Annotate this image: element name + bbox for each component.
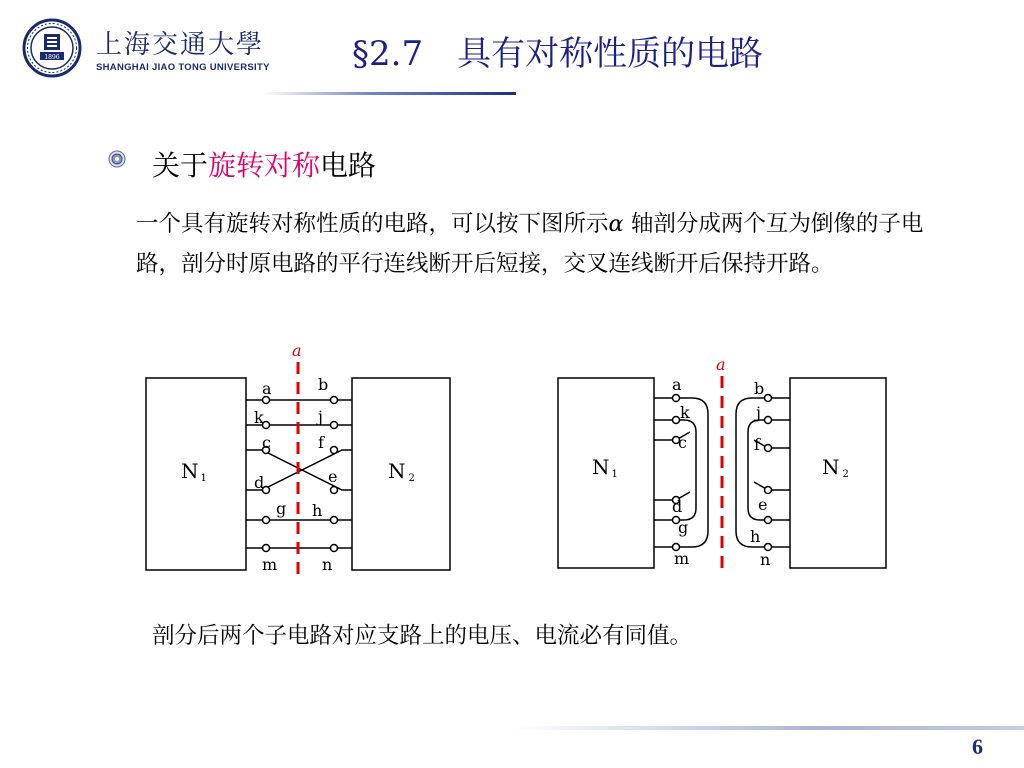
left-n1-label: N 1: [181, 459, 207, 484]
page-number: 6: [972, 734, 983, 759]
right-axis-label: a: [716, 355, 726, 374]
left-terminals: [263, 397, 338, 552]
terminal-label: g: [678, 518, 689, 537]
terminal-label: j: [318, 407, 323, 426]
logo-chinese-name: 上海交通大學: [96, 30, 265, 60]
terminal-label: k: [254, 408, 264, 427]
terminal-label: a: [262, 379, 272, 398]
logo-english-name: SHANGHAI JIAO TONG UNIVERSITY: [96, 62, 270, 73]
terminal-label: c: [678, 433, 687, 452]
terminal-label: e: [758, 495, 768, 514]
circuit-diagrams: [0, 330, 1024, 590]
bullet-highlight: 旋转对称: [208, 149, 321, 182]
alpha-symbol: α: [608, 211, 624, 237]
emblem-year: 1896: [44, 54, 60, 61]
description-paragraph: [136, 204, 936, 284]
terminal-label: d: [254, 473, 265, 492]
terminal-label: e: [328, 467, 338, 486]
right-n2-label: N 2: [822, 455, 849, 480]
terminal-label: n: [322, 555, 333, 574]
terminal-label: j: [756, 403, 761, 422]
terminal-label: c: [262, 433, 271, 452]
terminal-label: h: [312, 501, 323, 520]
right-n1-label: N 1: [592, 455, 618, 480]
conclusion-caption: 剖分后两个子电路对应支路上的电压、电流必有同值。: [152, 623, 693, 649]
terminal-label: k: [680, 403, 690, 422]
university-logo: [22, 18, 270, 82]
bullet-prefix: 关于: [152, 149, 209, 182]
bullet-icon: [108, 150, 126, 168]
bullet-suffix: 电路: [320, 149, 377, 182]
emblem-icon: [22, 18, 82, 78]
terminal-label: h: [750, 527, 761, 546]
terminal-label: n: [760, 550, 771, 569]
terminal-label: m: [674, 549, 690, 568]
bullet-heading: [152, 144, 376, 184]
left-axis-label: a: [292, 341, 302, 360]
paragraph-part2: 轴剖分成两个互为倒像的子电路，剖分时原电路的平行连线断开后短接，交叉连线断开后保持开路。: [136, 211, 924, 277]
terminal-label: m: [262, 555, 278, 574]
footer-rule: [512, 726, 1024, 730]
terminal-label: a: [672, 375, 682, 394]
paragraph-part1: 一个具有旋转对称性质的电路，可以按下图所示: [136, 211, 609, 237]
terminal-label: d: [672, 497, 683, 516]
terminal-label: g: [276, 499, 287, 518]
slide-title: §2.7 具有对称性质的电路: [352, 34, 764, 74]
terminal-label: b: [754, 379, 765, 398]
terminal-label: f: [754, 435, 760, 454]
title-underline: [262, 92, 516, 95]
left-n2-label: N 2: [388, 459, 415, 484]
terminal-label: b: [318, 375, 329, 394]
terminal-label: f: [318, 433, 324, 452]
